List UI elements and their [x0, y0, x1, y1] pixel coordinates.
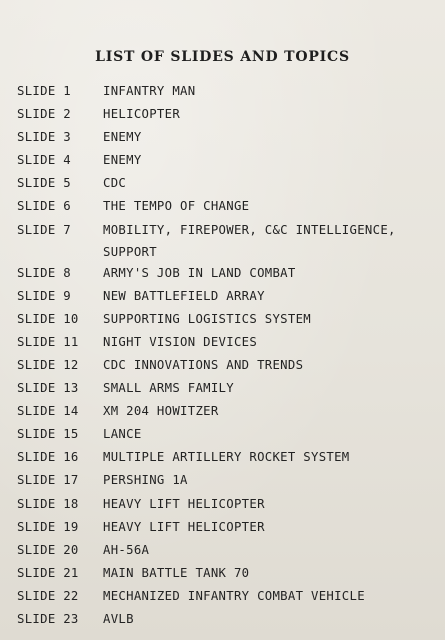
slide-list — [17, 82, 437, 633]
slide-topic: INFANTRY MAN — [103, 84, 196, 98]
slide-topic: XM 204 HOWITZER — [103, 404, 219, 419]
list-item — [17, 174, 437, 194]
slide-topic: HEAVY LIFT HELICOPTER — [103, 519, 265, 534]
list-item — [17, 128, 437, 148]
slide-number: SLIDE 16 — [17, 450, 79, 465]
slide-topic: SUPPORTING LOGISTICS SYSTEM — [103, 311, 311, 326]
slide-number: SLIDE 10 — [17, 311, 79, 326]
slide-topic: THE TEMPO OF CHANGE — [103, 199, 250, 214]
slide-topic: SMALL ARMS FAMILY — [103, 381, 234, 396]
slide-number: SLIDE 18 — [17, 496, 79, 511]
slide-number: SLIDE 20 — [17, 542, 79, 557]
list-item — [17, 425, 437, 445]
slide-topic: NEW BATTLEFIELD ARRAY — [103, 288, 265, 303]
slide-number: SLIDE 9 — [17, 288, 71, 303]
slide-topic: ARMY'S JOB IN LAND COMBAT — [103, 265, 296, 280]
slide-topic: CDC INNOVATIONS AND TRENDS — [103, 357, 304, 372]
slide-topic: HEAVY LIFT HELICOPTER — [103, 496, 265, 511]
slide-topic: MOBILITY, FIREPOWER, C&C INTELLIGENCE, SUPPORT — [103, 222, 396, 259]
slide-number: SLIDE 21 — [17, 565, 79, 580]
list-item — [17, 287, 437, 307]
list-item — [17, 448, 437, 468]
slide-number: SLIDE 15 — [17, 427, 79, 442]
slide-topic: LANCE — [103, 427, 142, 442]
slide-topic: PERSHING 1A — [103, 473, 188, 488]
slide-topic: NIGHT VISION DEVICES — [103, 334, 258, 349]
list-item — [17, 197, 437, 217]
slide-number: SLIDE 6 — [17, 199, 71, 214]
slide-number: SLIDE 5 — [17, 176, 71, 191]
slide-topic: MECHANIZED INFANTRY COMBAT VEHICLE — [103, 588, 365, 603]
list-item — [17, 310, 437, 330]
list-item — [17, 379, 437, 399]
slide-number: SLIDE 7 — [17, 222, 71, 237]
slide-number: SLIDE 4 — [17, 153, 71, 168]
list-item — [17, 402, 437, 422]
slide-topic: AVLB — [103, 611, 134, 626]
slide-number: SLIDE 17 — [17, 473, 79, 488]
list-item — [17, 333, 437, 353]
slide-number: SLIDE 12 — [17, 357, 79, 372]
list-item — [17, 105, 437, 125]
list-item — [17, 495, 437, 515]
slide-number: SLIDE 2 — [17, 107, 71, 122]
slide-topic: HELICOPTER — [103, 107, 181, 122]
list-item — [17, 518, 437, 538]
list-item — [17, 264, 437, 284]
slide-topic: AH-56A — [103, 542, 150, 557]
slide-number: SLIDE 22 — [17, 588, 79, 603]
list-item — [17, 541, 437, 561]
slide-topic: MAIN BATTLE TANK 70 — [103, 565, 250, 580]
slide-number: SLIDE 23 — [17, 611, 79, 626]
slide-number: SLIDE 11 — [17, 334, 79, 349]
list-item — [17, 356, 437, 376]
slide-number: SLIDE 1 — [17, 84, 71, 98]
slide-number: SLIDE 3 — [17, 130, 71, 145]
slide-topic: ENEMY — [103, 130, 142, 145]
list-item — [17, 471, 437, 491]
slide-topic: ENEMY — [103, 153, 142, 168]
list-item — [17, 564, 437, 584]
list-item — [17, 221, 437, 263]
list-item — [17, 82, 437, 102]
slide-number: SLIDE 8 — [17, 265, 71, 280]
slide-number: SLIDE 19 — [17, 519, 79, 534]
list-item — [17, 610, 437, 630]
list-item — [17, 151, 437, 171]
list-item — [17, 587, 437, 607]
page-title: LIST OF SLIDES AND TOPICS — [95, 49, 350, 65]
slide-topic: CDC — [103, 176, 127, 191]
slide-number: SLIDE 13 — [17, 381, 79, 396]
slide-number: SLIDE 14 — [17, 404, 79, 419]
slide-topic: MULTIPLE ARTILLERY ROCKET SYSTEM — [103, 450, 350, 465]
